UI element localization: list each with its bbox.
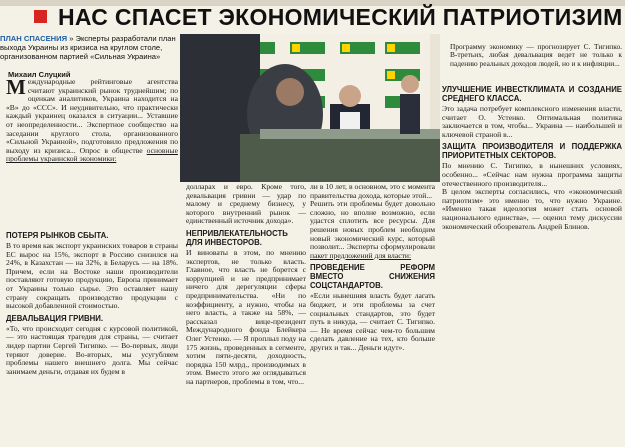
col1-sub1-text: В то время как экспорт украинских товаров в страны ЕС вырос на 15%, экспорт в Россию снизился на 24%, в Казахстан — на 32%, в Беларусь — на 18%. Причем, если на Востоке наши производители поставляют готовую продукцию, Европа принимает от Украины только сырье. Это оставляет нашу страну сокращать производство продукции с высокой добавленной стоимостью. bbox=[6, 241, 178, 311]
photo-illustration bbox=[180, 34, 440, 182]
column-4-top: Программу экономику — прогнозирует С. Тигипко. В-третьих, любая девальвация ведет не только к падению реальных доходов людей, но и к инфляции... bbox=[450, 43, 622, 68]
subhead-devaluation: ДЕВАЛЬВАЦИЯ ГРИВНИ. bbox=[6, 313, 103, 323]
author: Михаил Слуцкий bbox=[8, 70, 71, 79]
col1-link: основные проблемы украинской экономики: bbox=[6, 145, 178, 164]
headline-marker bbox=[34, 10, 47, 23]
subhead-investors: НЕПРИВЛЕКАТЕЛЬНОСТЬ ДЛЯ ИНВЕСТОРОВ. bbox=[186, 228, 288, 247]
subhead-protection: ЗАЩИТА ПРОИЗВОДИТЕЛЯ И ПОДДЕРЖКА ПРИОРИТЕТНЫХ СЕКТОРОВ. bbox=[442, 142, 622, 161]
col3-sub-text: «Если нынешняя власть будет лагать бюджет, и эти проблемы за счет социальных стандартов, это будет путь в никуда, — считает С. Тигипко. — Не время сейчас чем-то большим сделать давление на тех, кто больше других и так... Деньги идут». bbox=[310, 291, 435, 352]
subhead-markets: ПОТЕРЯ РЫНКОВ СБЫТА. bbox=[6, 231, 109, 240]
event-photo bbox=[180, 34, 440, 182]
col2-top: долларах и евро. Кроме того, девальвация гривни — удар по малому и среднему бизнесу, у которого внутренний рынок — единственный источник дохода». bbox=[186, 183, 306, 226]
col2-text: И виноваты в этом, по мнению экспертов, не только власть. Главное, что власть не борется с коррупцией и не предпринимает ничего для дерегуляции сферы предпринимательства. «Ни по коэффициенту, а нужно, чтобы на него власть, а также на 58%, — рассказал вице-президент Международного фонда Блейкера Олег Устенко. — Я проплыл поду на 175 жизнь, проведенных в сегменте, хотим пяти-десяти, доходность, порядка 150 млрд., производимых в этом. Вместо этого же оглядываться на партнеров, проблемы в том, что... bbox=[186, 247, 306, 386]
lead bbox=[0, 34, 182, 69]
headline-bar bbox=[0, 4, 625, 34]
article-column-1b bbox=[6, 228, 178, 408]
col1-intro: еждународные рейтинговые агентства считают украинский рынок труднейшим; по оценкам аналитиков, Украина находится на «В» до «ССС». И неудивительно, что практически каждый украинец оказался в ситуации... Уставшие от неопределенности... Экспертное сообщество на заседании круглого стола, организованного «Сильной Украиной», подготовило предложения по выходу из кризиса... Опрос в обществе bbox=[6, 78, 178, 155]
drop-cap: М bbox=[6, 78, 26, 99]
col3-text: Решить эти проблемы будет довольно сложно, но вполне возможно, если удастся сплотить все ресурсы. Для решения новых проблем необходим новый экономический курс, который позволит... Эксперты сформулировали пакет предложений для власти: bbox=[310, 199, 435, 260]
lead-text: » Эксперты разработали план выхода Украины из кризиса на круглом столе, организованном партией «Сильная Украина» bbox=[0, 34, 176, 61]
headline: НАС СПАСЕТ ЭКОНОМИЧЕСКИЙ ПАТРИОТИЗИМ bbox=[58, 4, 623, 30]
lead-kicker: ПЛАН СПАСЕНИЯ bbox=[0, 34, 68, 43]
subhead-reforms: ПРОВЕДЕНИЕ РЕФОРМ ВМЕСТО СНИЖЕНИЯ СОЦСТАНДАРТОВ. bbox=[310, 263, 435, 291]
col4-sub1-text: Это задача потребует комплексного изменения власти, считает О. Устенко. Оптимальная политика заключается в том, чтобы... Украина — наибольшей и ключевой страной в... bbox=[442, 104, 622, 139]
article-column-2 bbox=[186, 183, 306, 408]
subhead-investclimate: УЛУЧШЕНИЕ ИНВЕСТКЛИМАТА И СОЗДАНИЕ СРЕДНЕГО КЛАССА. bbox=[442, 85, 622, 103]
article-column-1 bbox=[6, 78, 178, 228]
article-column-4 bbox=[442, 82, 622, 447]
article-column-3 bbox=[310, 183, 435, 408]
col1-sub2-text: «То, что происходит сегодня с курсовой политикой, — это настоящая трагедия для страны, — считает лидер партии Сергей Тигипко. — Во-первых, люди теряют доверие. Во-вторых, мы усугубляем проблемы нашего внешнего долга. Мы сейчас занимаем деньги, отдавая их будем в bbox=[6, 323, 178, 376]
col4-sub2-text: По мнению С. Тигипко, в нынешних условиях, особенно... «Сейчас нам нужна программа защиты отечественного производителя... bbox=[442, 161, 622, 188]
col3-top: ли в 10 лет, в основном, это с момента правительства дохода, которые этой... bbox=[310, 183, 435, 200]
col3-link: пакет предложений для власти: bbox=[310, 250, 412, 260]
col4-end: В целом эксперты согласились, что «экономический патриотизм» это именно то, что нужно Украине. «Именно такая идеология может стать основой национального единства», — оценил тему дискуссии экономический обозреватель Андрей Блинов. bbox=[442, 187, 622, 231]
